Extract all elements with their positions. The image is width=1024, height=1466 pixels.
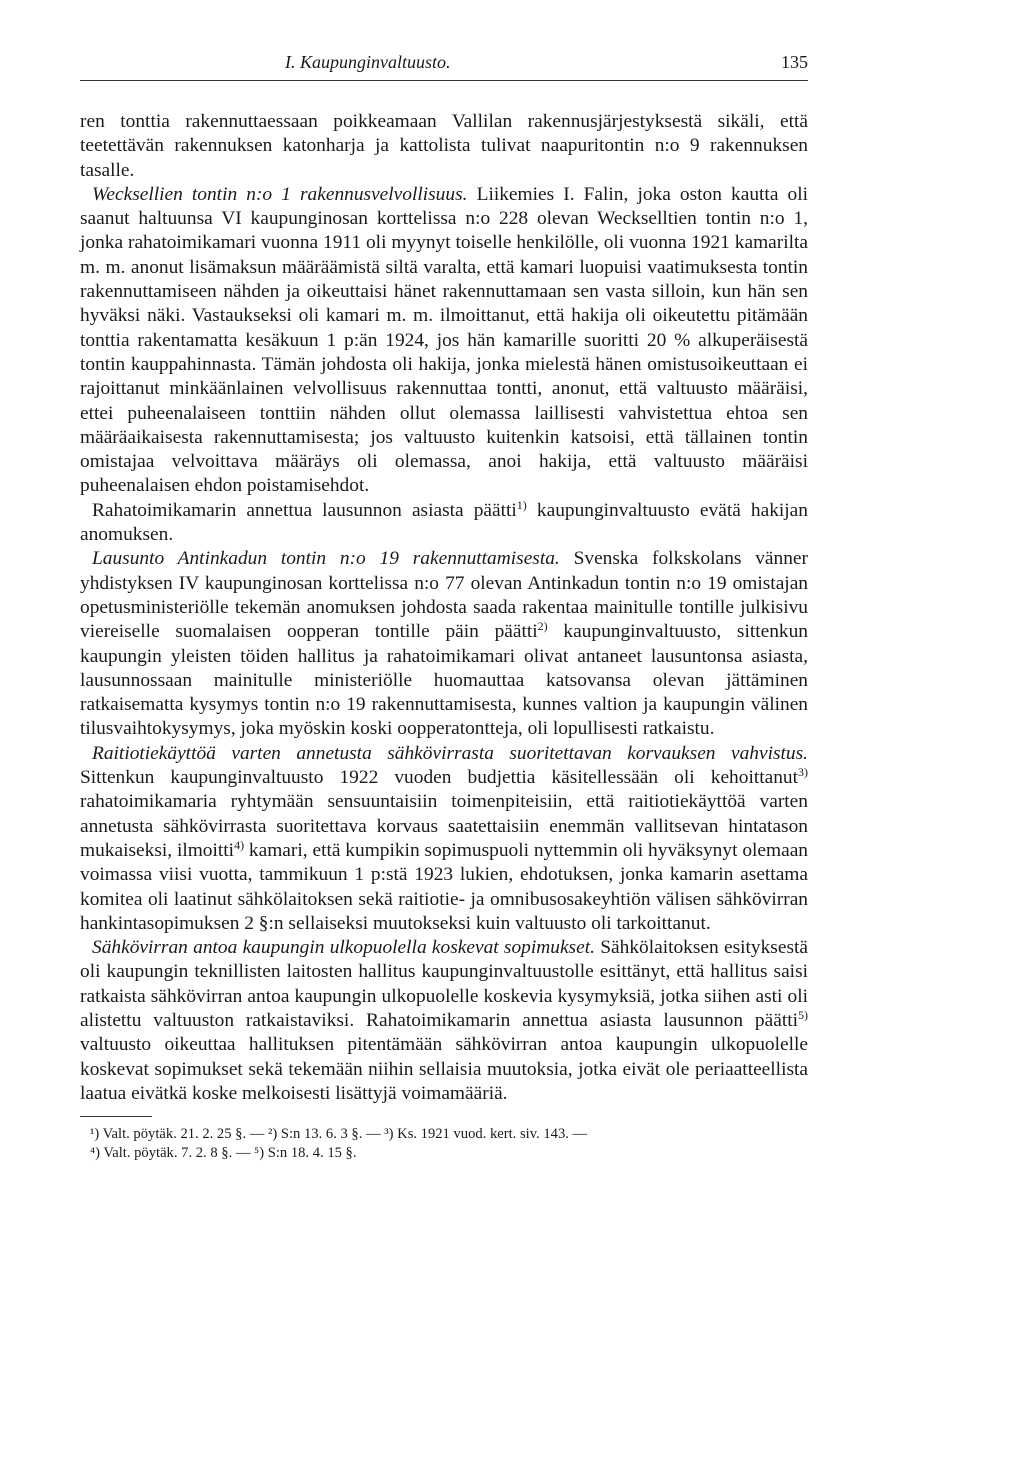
section-paragraph-1 [80, 183, 808, 499]
running-header [80, 52, 808, 82]
header-title: I. Kaupunginvaltuusto. [285, 52, 451, 72]
section-text-2-post: kaupunginvaltuusto, sittenkun kaupungin yleisten töiden hallitus ja rahatoimikamari olivat antaneet lausuntonsa asiasta, lausunnossaan mainitulle ministeriölle huomauttaa katsovansa olevan jättäminen ratkaisematta kysymys tontin n:o 19 rakennuttamisesta, kunnes valtion ja kaupungin välinen tilusvaihtokysymys, joka myöskin koski oopperatontteja, oli lopullisesti ratkaistu. [80, 621, 808, 740]
section-paragraph-4 [80, 936, 808, 1106]
footnote-ref-5: 5) [798, 1007, 808, 1022]
footnote-line-2: ⁴) Valt. pöytäk. 7. 2. 8 §. — ⁵) S:n 18. 4. 15 §. [90, 1145, 357, 1162]
section-paragraph-3 [80, 742, 808, 936]
footnote-ref-4: 4) [234, 837, 245, 852]
section-text-1: Liikemies I. Falin, joka oston kautta oli saanut haltuunsa VI kaupunginosan korttelissa n:o 228 olevan Weckselltien tontin n:o 1, jonka rahatoimikamari vuonna 1911 oli myynyt toiselle henkilölle, oli vuonna 1921 kamarilta m. m. anonut lisämaksun määräämistä siltä varalta, että kamari luopuisi vaatimuksesta tontin rakennuttamiseen nähden ja oikeuttaisi hänet rakennuttamaan sen vasta silloin, kun hän sen hyväksi näki. Vastaukseksi oli kamari m. m. ilmoittanut, että hakija oli oikeutettu pitämään tonttia rakentamatta kesäkuun 1 p:än 1924, jos hän kamarille suoritti 20 % alkuperäisestä tontin kauppahinnasta. Tämän johdosta oli hakija, jonka mielestä hänen omistusoikeuttaan ei rajoittanut minkäänlainen velvollisuus rakennuttaa tontti, anonut, että valtuusto määräisi, ettei puheenalaiseen tonttiin nähden ollut olemassa laillisesti vahvistettua ehtoa sen määräaikaisesta rakennuttamisesta; jos valtuusto kuitenkin katsoisi, että tällainen tontin omistajaa velvoittava määräys oli olemassa, anoi hakija, että valtuusto määräisi puheenalaisen ehdon poistamisehdot. [80, 183, 808, 497]
section-tail-pre-1: Rahatoimikamarin annettua lausunnon asiasta päätti [92, 499, 517, 521]
header-rule [80, 80, 808, 81]
section-text-3-mid: rahatoimikamaria ryhtymään sensuuntaisiin toimenpiteisiin, että raitiotiekäyttöä varten annetusta sähkövirrasta suoritettava korvaus saatettaisiin enemmän vallitsevan hintatason mukaiseksi, ilmoitti [80, 791, 808, 861]
footnote-rule [80, 1116, 152, 1117]
section-heading-1: Wecksellien tontin n:o 1 rakennusvelvollisuus. [92, 183, 468, 205]
section-text-2-pre: Svenska folkskolans vänner yhdistyksen IV kaupunginosan korttelissa n:o 77 olevan Antinkadun tontin n:o 19 omistajan opetusministeriölle tekemän anomuksen johdosta saada rakentaa mainitulle tontille julkisivu viereiselle suomalaisen oopperan tontille päin päätti [80, 548, 808, 643]
section-text-3-post: kamari, että kumpikin sopimuspuoli nyttemmin oli hyväksynyt olemaan voimassa viisi vuotta, tammikuun 1 p:stä 1923 lukien, ehdotuksen, jonka kamarin asettama komitea oli laatinut sähkölaitoksen sekä raitiotie- ja omnibusosakeyhtiön välisen sähkövirran hankintasopimuksen 2 §:n sellaiseksi muutokseksi kuin valtuusto oli tarkoittanut. [80, 839, 808, 934]
footnote-line-1: ¹) Valt. pöytäk. 21. 2. 25 §. — ²) S:n 13. 6. 3 §. — ³) Ks. 1921 vuod. kert. siv. 143. — [90, 1126, 588, 1143]
body-text [80, 110, 808, 1106]
section-paragraph-2 [80, 547, 808, 741]
intro-paragraph: ren tonttia rakennuttaessaan poikkeamaan Vallilan rakennusjärjestyksestä sikäli, että teetettävän rakennuksen katonharja ja kattolista tulivat naapuritontin n:o 9 rakennuksen tasalle. [80, 111, 808, 181]
footnote-ref-1: 1) [516, 497, 527, 512]
document-page [80, 52, 808, 1163]
section-heading-2: Lausunto Antinkadun tontin n:o 19 rakennuttamisesta. [92, 548, 560, 570]
page-number: 135 [781, 52, 808, 72]
section-heading-3: Raitiotiekäyttöä varten annetusta sähkövirrasta suoritettavan korvauksen vahvistus. [92, 742, 808, 764]
footnote-ref-2: 2) [537, 619, 548, 634]
section-text-4-post: valtuusto oikeuttaa hallituksen pitentämään sähkövirran antoa kaupungin ulkopuolelle koskevat sopimukset sekä tekemään niihin sellaisia muutoksia, jotka eivät ole periaatteellista laatua eivätkä koske melkoisesti lisättyjä voimamääriä. [80, 1034, 808, 1104]
footnotes [80, 1125, 808, 1163]
section-heading-4: Sähkövirran antoa kaupungin ulkopuolella koskevat sopimukset. [92, 937, 595, 959]
section-text-4-pre: Sähkölaitoksen esityksestä oli kaupungin teknillisten laitosten hallitus kaupunginvaltuustolle esittänyt, että hallitus saisi ratkaista sähkövirran antoa kaupungin ulkopuolelle koskevia kysymyksiä, jotka siihen asti oli alistettu valtuuston ratkaistaviksi. Rahatoimikamarin annettua asiasta lausunnon päätti [80, 937, 808, 1031]
section-tail-post-1: kaupunginvaltuusto evätä hakijan anomuksen. [80, 499, 808, 546]
section-paragraph-1b [80, 499, 808, 548]
footnote-ref-3: 3) [798, 765, 808, 780]
section-text-3-pre: Sittenkun kaupunginvaltuusto 1922 vuoden budjettia käsitellessään oli kehoittanut [80, 767, 798, 789]
